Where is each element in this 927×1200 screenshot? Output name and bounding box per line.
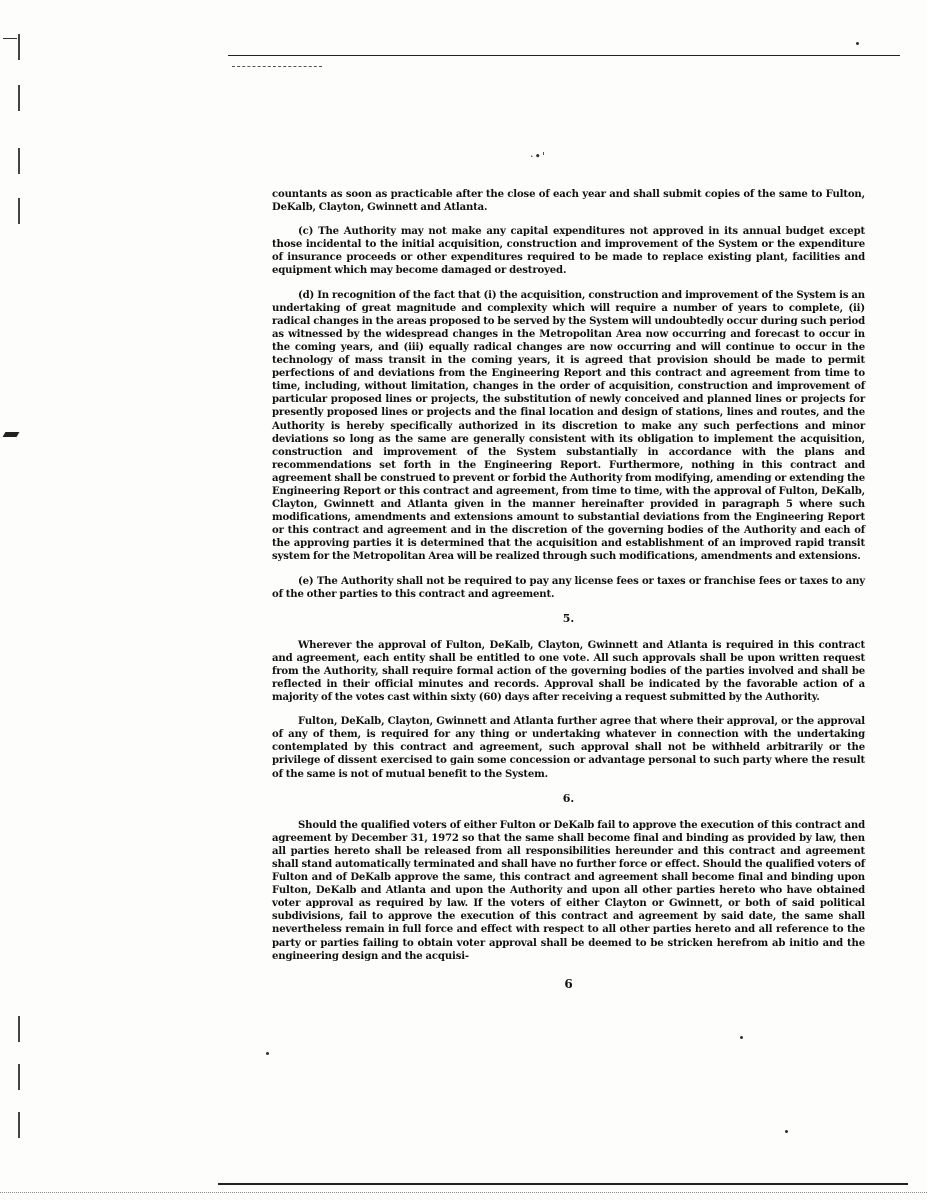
scan-edge-mark [18,1064,20,1090]
scan-line-top-dash [232,66,322,67]
scan-edge-mark [18,1112,20,1138]
scan-edge-mark [18,34,20,60]
scan-dots: ·•' [530,150,547,163]
scan-speck [856,42,859,45]
scan-speck [740,1036,743,1039]
scan-line-top [228,55,900,56]
scan-edge-mark [3,38,17,39]
paragraph: (c) The Authority may not make any capital expenditures not approved in its annual budget except those incidental to the initial acquisition, construction and improvement of the System or the expenditure of insurance proceeds or other expenditures required to be made to replace existing plant, facilities and equipment which may become damaged or destroyed. [272,226,865,277]
document-body [272,188,865,991]
section-6 [272,819,865,963]
scan-line-bottom [218,1183,908,1185]
scan-edge-mark [18,198,20,224]
paragraph: Should the qualified voters of either Fulton or DeKalb fail to approve the execution of this contract and agreement by December 31, 1972 so that the same shall become final and binding as provided by law, then all parties hereto shall be released from all responsibilities hereunder and this contract and agreement shall stand automatically terminated and shall have no further force or effect. Should the qualified voters of Fulton and of DeKalb approve the same, this contract and agreement shall become final and binding upon Fulton, DeKalb and Atlanta and upon the Authority and upon all other parties hereto who have obtained voter approval as required by law. If the voters of either Clayton or Gwinnett, or both of said political subdivisions, fail to approve the execution of this contract and agreement by said date, the same shall nevertheless remain in full force and effect with respect to all other parties hereto and all reference to the party or parties failing to obtain voter approval shall be deemed to be stricken herefrom ab initio and the engineering design and the acquisi- [272,819,865,962]
section-heading-5: 5. [562,611,575,625]
scan-speck [266,1052,269,1055]
scan-edge-mark [18,85,20,111]
paragraph: Fulton, DeKalb, Clayton, Gwinnett and Atlanta further agree that where their approval, or the approval of any of them, is required for any thing or undertaking whatever in connection with the undertaking contemplated by this contract and agreement, such approval shall not be withheld arbitrarily or the privilege of dissent exercised to gain some concession or advantage personal to such party where the result of the same is not of mutual benefit to the System. [272,716,865,780]
paragraph: Wherever the approval of Fulton, DeKalb, Clayton, Gwinnett and Atlanta is required in this contract and agreement, each entity shall be entitled to one vote. All such approvals shall be upon written request from the Authority, shall require formal action of the governing bodies of the parties involved and shall be reflected in their official minutes and records. Approval shall be indicated by the favorable action of a majority of the votes cast within sixty (60) days after receiving a request submitted by the Authority. [272,639,865,704]
scan-edge-mark [18,1016,20,1042]
paragraph: (e) The Authority shall not be required to pay any license fees or taxes or franchise fees or taxes to any of the other parties to this contract and agreement. [272,575,865,600]
scan-left-edge [0,0,24,1200]
scan-edge-mark [18,148,20,174]
page-number: 6 [564,976,573,991]
section-5 [272,639,865,781]
binder-hole-mark [3,432,20,437]
paragraph: (d) In recognition of the fact that (i) the acquisition, construction and improvement of the System is an undertaking of great magnitude and complexity which will require a number of years to complete, (ii) radical changes in the areas proposed to be served by the System will undoubtedly occur during such period as witnessed by the widespread changes in the Metropolitan Area now occurring and forecast to occur in the coming years, and (iii) equally radical changes are now occurring and will continue to occur in the technology of mass transit in the coming years, it is agreed that provision should be made to permit perfections of and deviations from the Engineering Report and this contract and agreement from time to time, including, without limitation, changes in the order of acquisition, construction and improvement of particular proposed lines or projects, the substitution of newly conceived and planned lines or projects for presently proposed lines or projects and the final location and design of stations, lines and routes, and the Authority is hereby specifically authorized in its discretion to make any such perfections and minor deviations so long as the same are generally consistent with its obligation to implement the acquisition, construction and improvement of the System substantially in accordance with the plans and recommendations set forth in the Engineering Report. Furthermore, nothing in this contract and agreement shall be construed to prevent or forbid the Authority from modifying, amending or extending the Engineering Report or this contract and agreement, from time to time, with the approval of Fulton, DeKalb, Clayton, Gwinnett and Atlanta given in the manner hereinafter provided in paragraph 5 where such modifications, amendments and extensions amount to substantial deviations from the Engineering Report or this contract and agreement and in the discretion of the governing bodies of the Authority and each of the approving parties it is determined that the acquisition and establishment of an improved rapid transit system for the Metropolitan Area will be realized through such modifications, amendments and extensions. [272,289,865,563]
scan-speck [785,1130,788,1133]
section-4-continued [272,188,865,601]
section-heading-6: 6. [562,791,575,805]
scan-line-bottom-dotted [0,1192,927,1193]
paragraph: countants as soon as practicable after the close of each year and shall submit copies of the same to Fulton, DeKalb, Clayton, Gwinnett and Atlanta. [272,189,865,214]
